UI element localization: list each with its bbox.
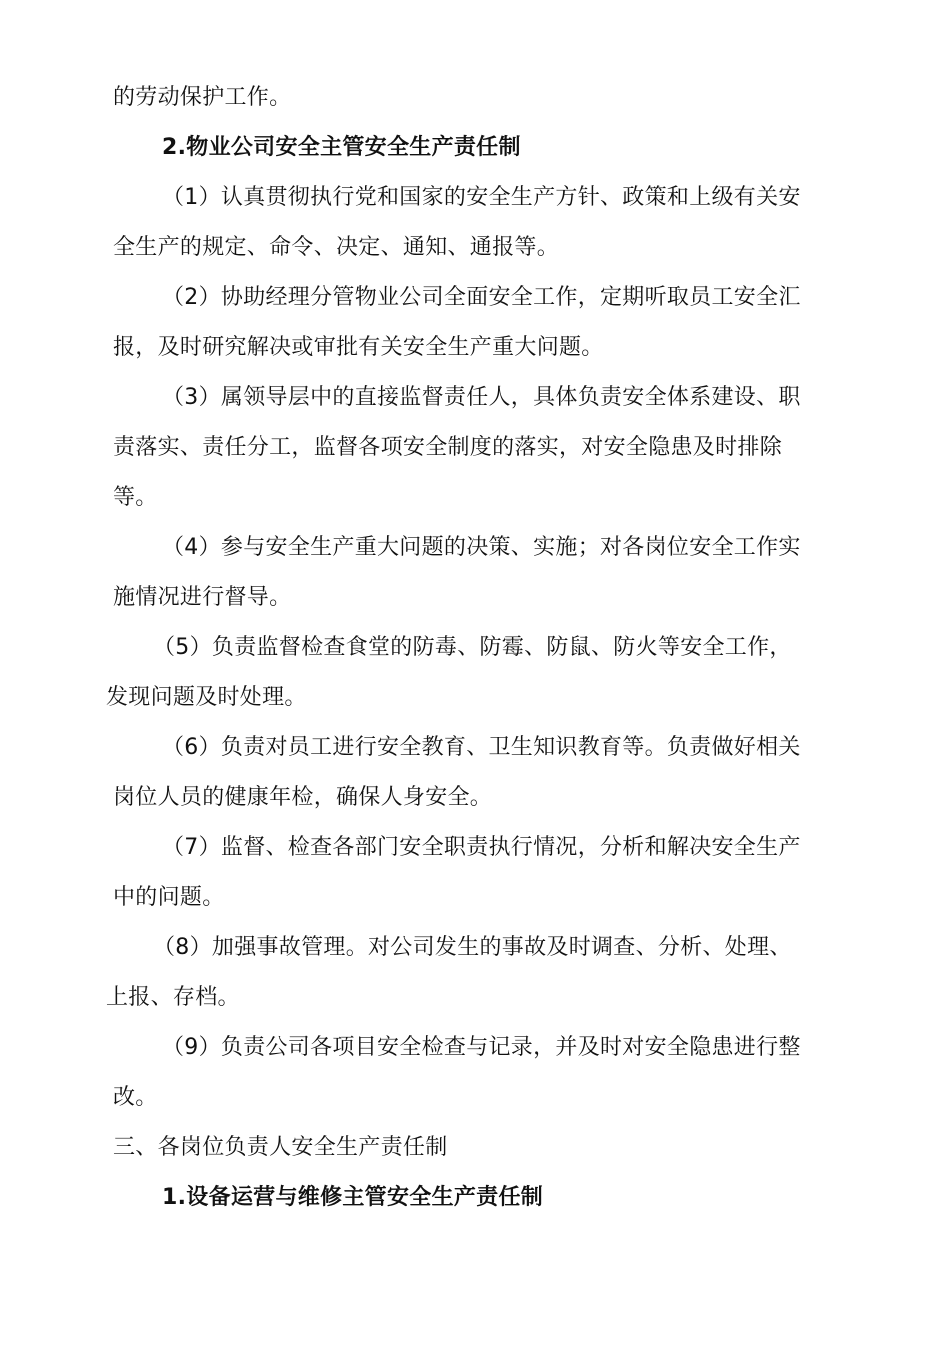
- section-heading: 2.物业公司安全主管安全生产责任制: [162, 135, 521, 160]
- paragraph-line: （4）参与安全生产重大问题的决策、实施；对各岗位安全工作实: [162, 535, 801, 560]
- subsection-heading: 1.设备运营与维修主管安全生产责任制: [162, 1185, 544, 1210]
- paragraph-line: （3）属领导层中的直接监督责任人，具体负责安全体系建设、职: [162, 385, 801, 410]
- paragraph-line: （5）负责监督检查食堂的防毒、防霉、防鼠、防火等安全工作，: [153, 635, 792, 660]
- paragraph-line: （7）监督、检查各部门安全职责执行情况，分析和解决安全生产: [162, 835, 801, 860]
- paragraph-line: 上报、存档。: [106, 985, 240, 1010]
- paragraph-line: 责落实、责任分工，监督各项安全制度的落实，对安全隐患及时排除: [113, 435, 783, 460]
- paragraph-line: 改。: [113, 1085, 158, 1110]
- paragraph-line: 等。: [113, 485, 158, 510]
- paragraph-line: （6）负责对员工进行安全教育、卫生知识教育等。负责做好相关: [162, 735, 801, 760]
- paragraph-line: 岗位人员的健康年检，确保人身安全。: [113, 785, 493, 810]
- paragraph-line: （2）协助经理分管物业公司全面安全工作，定期听取员工安全汇: [162, 285, 801, 310]
- paragraph-line: 施情况进行督导。: [113, 585, 292, 610]
- paragraph-line: 中的问题。: [113, 885, 225, 910]
- text-line: 的劳动保护工作。: [113, 85, 292, 110]
- paragraph-line: 发现问题及时处理。: [106, 685, 307, 710]
- section-heading: 三、各岗位负责人安全生产责任制: [113, 1135, 448, 1160]
- paragraph-line: 全生产的规定、命令、决定、通知、通报等。: [113, 235, 560, 260]
- paragraph-line: （1）认真贯彻执行党和国家的安全生产方针、政策和上级有关安: [162, 185, 801, 210]
- paragraph-line: （8）加强事故管理。对公司发生的事故及时调查、分析、处理、: [153, 935, 792, 960]
- paragraph-line: （9）负责公司各项目安全检查与记录，并及时对安全隐患进行整: [162, 1035, 801, 1060]
- paragraph-line: 报，及时研究解决或审批有关安全生产重大问题。: [113, 335, 604, 360]
